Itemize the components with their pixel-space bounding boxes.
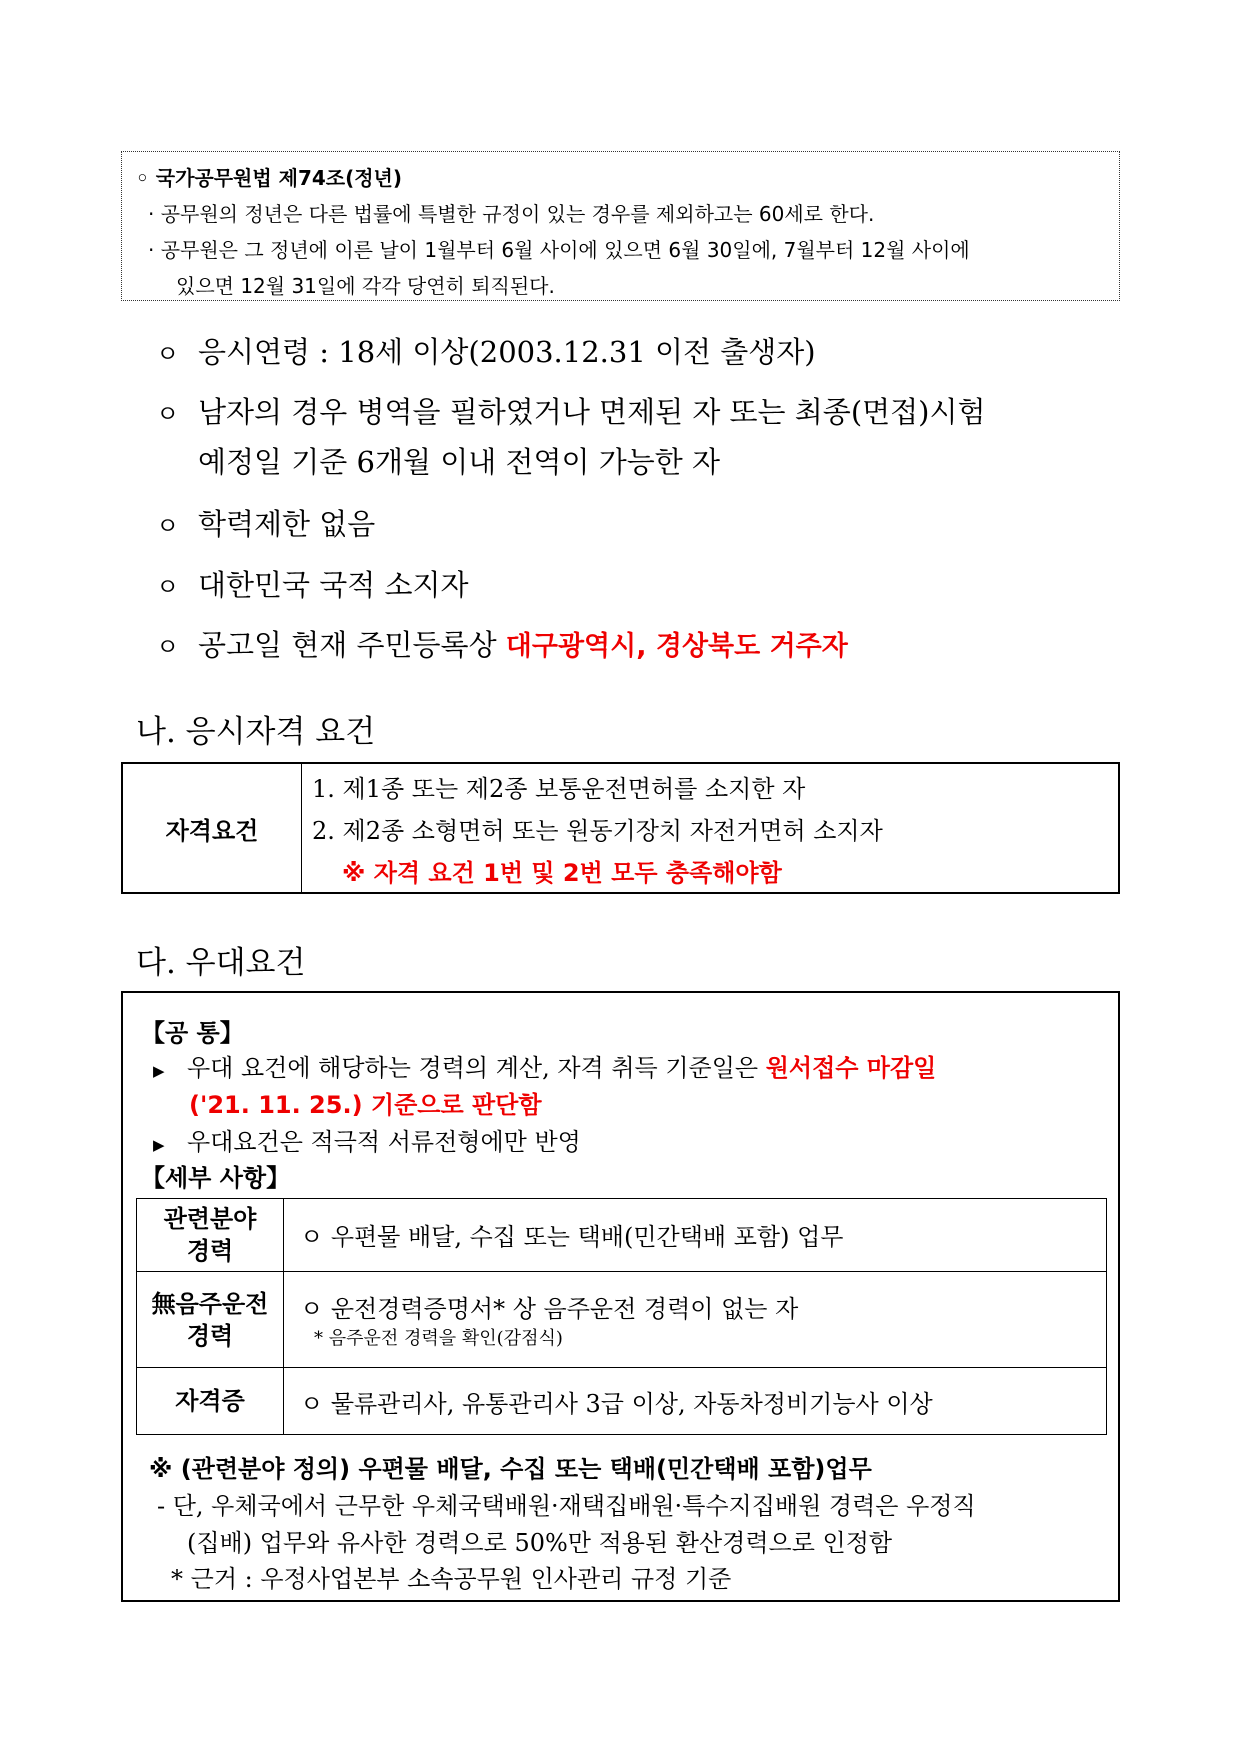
detail-label-3-text: 자격증	[175, 1387, 245, 1416]
req-residence-prefix: 공고일 현재 주민등록상	[198, 628, 506, 662]
bullet-icon: ㅇ	[156, 573, 180, 601]
detail-row	[137, 1271, 1107, 1368]
detail-row	[137, 1199, 1107, 1272]
common-item-1-line2: ('21. 11. 25.) 기준으로 판단함	[189, 1091, 542, 1119]
preference-box	[121, 991, 1120, 1602]
common-heading: 【공 통】	[141, 1019, 244, 1047]
detail-label-1-text: 관련분야 경력	[163, 1204, 257, 1265]
bullet-icon: ㅇ	[156, 400, 180, 428]
detail-value-1: ㅇ 우편물 배달, 수집 또는 택배(민간택배 포함) 업무	[284, 1199, 1107, 1272]
qualification-label: 자격요건	[123, 764, 302, 892]
common-item-2	[153, 1122, 581, 1157]
detail-value-2-text: ㅇ 운전경력증명서* 상 음주운전 경력이 없는 자	[300, 1295, 799, 1324]
req-age	[156, 330, 816, 371]
detail-value-2	[284, 1271, 1107, 1368]
req-nationality-text: 대한민국 국적 소지자	[198, 568, 469, 602]
qualification-item-1: 1. 제1종 또는 제2종 보통운전면허를 소지한 자	[312, 775, 806, 803]
common-item-1-highlight: 원서접수 마감일	[765, 1054, 937, 1082]
req-education	[156, 502, 375, 543]
qualification-items	[302, 764, 1118, 892]
triangle-bullet-icon: ▶	[153, 1136, 165, 1154]
law-excerpt-box	[121, 151, 1120, 301]
detail-heading: 【세부 사항】	[141, 1164, 291, 1192]
common-item-2-text: 우대요건은 적극적 서류전형에만 반영	[187, 1128, 581, 1156]
detail-label-2-text: 無음주운전 경력	[151, 1289, 269, 1350]
law-line-2: · 공무원은 그 정년에 이른 날이 1월부터 6월 사이에 있으면 6월 30일에, 7월부터 12월 사이에	[148, 238, 970, 262]
detail-row	[137, 1368, 1107, 1435]
bullet-icon: ㅇ	[156, 633, 180, 661]
detail-label-3	[137, 1368, 284, 1435]
section-c-heading: 다. 우대요건	[136, 945, 306, 981]
req-nationality	[156, 563, 469, 604]
detail-value-2-sub: * 음주운전 경력을 확인(감점식)	[314, 1328, 563, 1350]
common-item-1	[153, 1048, 936, 1083]
law-title: ◦ 국가공무원법 제74조(정년)	[136, 166, 403, 190]
req-military-text-1: 남자의 경우 병역을 필하였거나 면제된 자 또는 최종(면접)시험	[198, 395, 986, 429]
req-residence-highlight: 대구광역시, 경상북도 거주자	[505, 631, 848, 662]
bullet-icon: ㅇ	[156, 340, 180, 368]
definition-line-2: (집배) 업무와 유사한 경력으로 50%만 적용된 환산경력으로 인정함	[187, 1529, 893, 1557]
req-residence	[156, 623, 848, 664]
detail-table	[136, 1198, 1107, 1435]
req-military	[156, 390, 986, 431]
req-military-line2: 예정일 기준 6개월 이내 전역이 가능한 자	[198, 445, 720, 479]
req-education-text: 학력제한 없음	[198, 507, 376, 541]
common-item-1-text: 우대 요건에 해당하는 경력의 계산, 자격 취득 기준일은	[187, 1054, 766, 1082]
law-line-3: 있으면 12월 31일에 각각 당연히 퇴직된다.	[176, 274, 555, 298]
detail-label-2	[137, 1271, 284, 1368]
definition-line-1: - 단, 우체국에서 근무한 우체국택배원·재택집배원·특수지집배원 경력은 우정직	[157, 1492, 976, 1520]
triangle-bullet-icon: ▶	[153, 1062, 165, 1080]
qualification-note: ※ 자격 요건 1번 및 2번 모두 충족해야함	[342, 859, 782, 887]
detail-label-1	[137, 1199, 284, 1272]
bullet-icon: ㅇ	[156, 512, 180, 540]
section-b-heading: 나. 응시자격 요건	[136, 714, 376, 750]
req-age-text: 응시연령 : 18세 이상(2003.12.31 이전 출생자)	[198, 335, 816, 369]
law-line-1: · 공무원의 정년은 다른 법률에 특별한 규정이 있는 경우를 제외하고는 60세로 한다.	[148, 202, 875, 226]
definition-line-3: * 근거 : 우정사업본부 소속공무원 인사관리 규정 기준	[171, 1565, 732, 1593]
definition-heading: ※ (관련분야 정의) 우편물 배달, 수집 또는 택배(민간택배 포함)업무	[149, 1455, 872, 1483]
qualification-table	[121, 762, 1120, 894]
detail-value-3: ㅇ 물류관리사, 유통관리사 3급 이상, 자동차정비기능사 이상	[284, 1368, 1107, 1435]
qualification-item-2: 2. 제2종 소형면허 또는 원동기장치 자전거면허 소지자	[312, 817, 883, 845]
